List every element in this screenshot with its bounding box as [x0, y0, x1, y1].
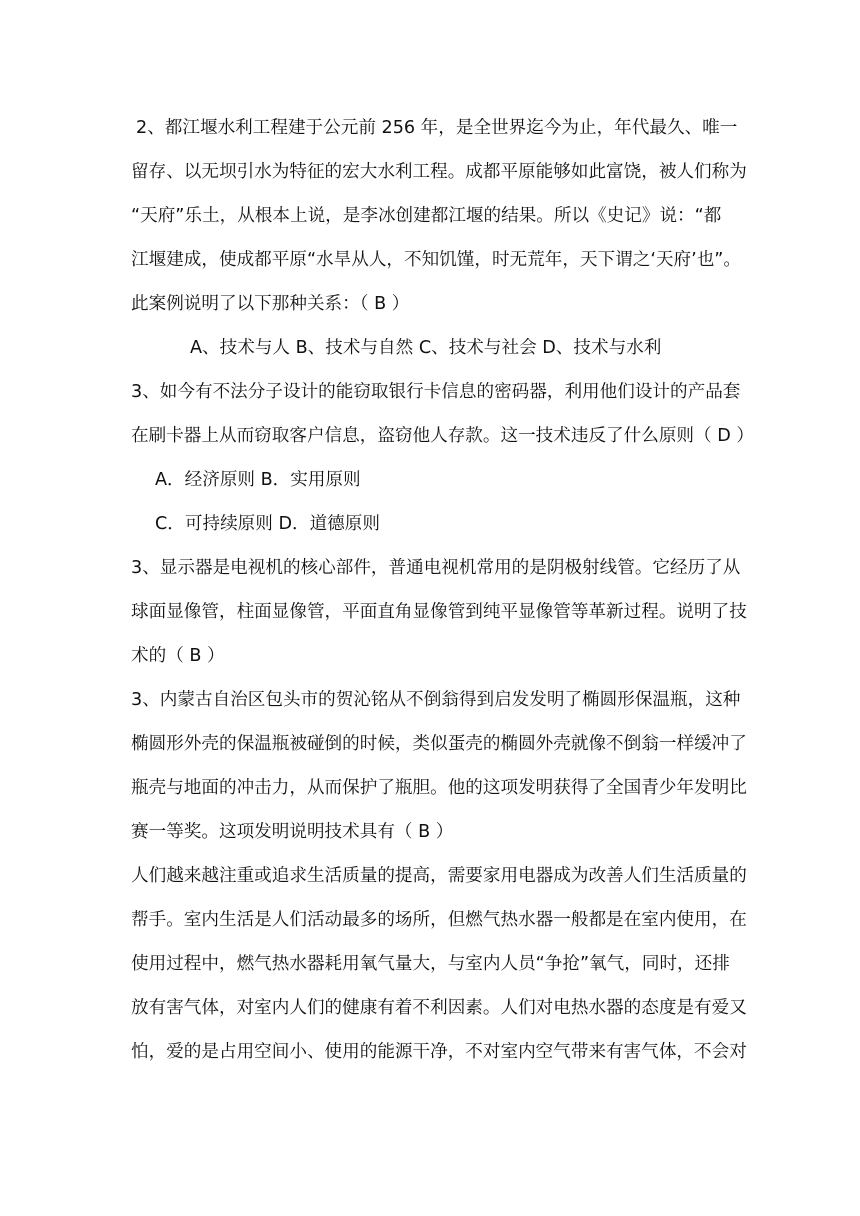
q3a-text-line-1: 3、如今有不法分子设计的能窃取银行卡信息的密码器，利用他们设计的产品套 [131, 382, 741, 402]
q3b-text-line-2: 球面显像管，柱面显像管，平面直角显像管到纯平显像管等革新过程。说明了技 [131, 602, 747, 622]
q2-options: A、技术与人 B、技术与自然 C、技术与社会 D、技术与水利 [190, 338, 662, 358]
passage-line-2: 帮手。室内生活是人们活动最多的场所，但燃气热水器一般都是在室内使用，在 [131, 910, 747, 930]
q2-question-line: 此案例说明了以下那种关系：（ B ） [131, 294, 410, 314]
passage-line-4: 放有害气体，对室内人们的健康有着不利因素。人们对电热水器的态度是有爱又 [131, 998, 747, 1018]
q3b-text-line-3: 术的（ B ） [131, 646, 225, 666]
q3c-text-line-4: 赛一等奖。这项发明说明技术具有（ B ） [131, 822, 454, 842]
q3a-options-row-2: C．可持续原则 D．道德原则 [155, 514, 380, 534]
q2-text-line-1: 2、都江堰水利工程建于公元前 256 年，是全世界迄今为止，年代最久、唯一 [136, 118, 738, 138]
passage-line-5: 怕，爱的是占用空间小、使用的能源干净，不对室内空气带来有害气体，不会对 [131, 1042, 747, 1062]
q2-text-line-4: 江堰建成，使成都平原“水旱从人，不知饥馑，时无荒年，天下谓之‘天府’也”。 [131, 250, 742, 270]
q3a-options-row-1: A．经济原则 B．实用原则 [155, 470, 361, 490]
q3c-text-line-1: 3、内蒙古自治区包头市的贺沁铭从不倒翁得到启发发明了椭圆形保温瓶，这种 [131, 690, 741, 710]
q3c-text-line-3: 瓶壳与地面的冲击力，从而保护了瓶胆。他的这项发明获得了全国青少年发明比 [131, 778, 747, 798]
q3b-text-line-1: 3、显示器是电视机的核心部件，普通电视机常用的是阴极射线管。它经历了从 [131, 558, 741, 578]
q3c-text-line-2: 椭圆形外壳的保温瓶被碰倒的时候，类似蛋壳的椭圆外壳就像不倒翁一样缓冲了 [131, 734, 747, 754]
q2-text-line-2: 留存、以无坝引水为特征的宏大水利工程。成都平原能够如此富饶，被人们称为 [131, 162, 747, 182]
passage-line-1: 人们越来越注重或追求生活质量的提高，需要家用电器成为改善人们生活质量的 [131, 866, 747, 886]
passage-line-3: 使用过程中，燃气热水器耗用氧气量大，与室内人员“争抢”氧气，同时，还排 [131, 954, 730, 974]
q3a-text-line-2: 在刷卡器上从而窃取客户信息，盗窃他人存款。这一技术违反了什么原则（ D ） [131, 426, 754, 446]
q2-text-line-3: “天府”乐土，从根本上说，是李冰创建都江堰的结果。所以《史记》说：“都 [131, 206, 722, 226]
